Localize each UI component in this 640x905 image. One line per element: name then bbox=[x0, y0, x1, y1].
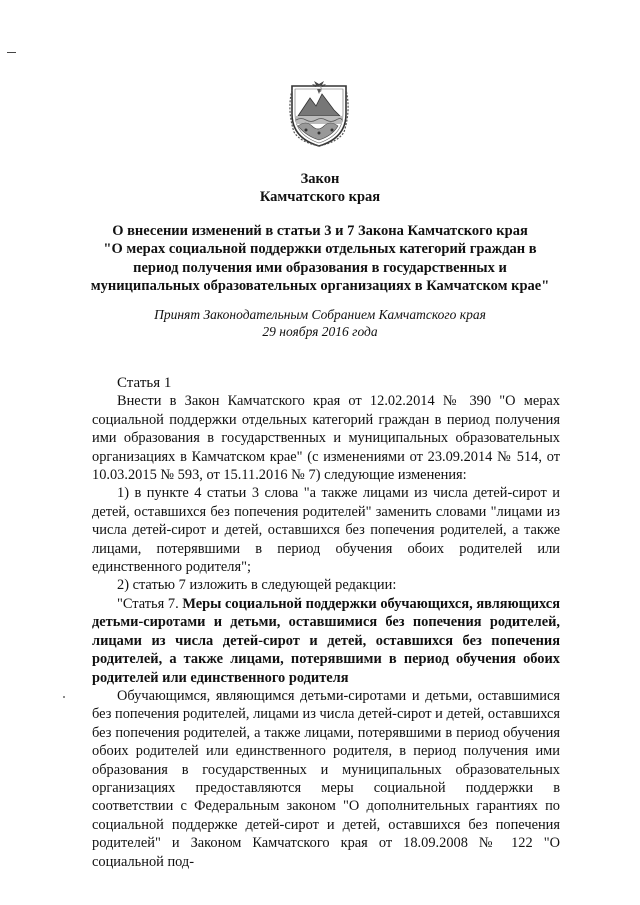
document-title bbox=[80, 170, 560, 206]
adoption-date: 29 ноября 2016 года bbox=[262, 324, 378, 339]
article-item-2: 2) статью 7 изложить в следующей редакции: bbox=[117, 577, 397, 594]
title-law: Закон bbox=[300, 171, 340, 187]
quote-prefix: "Статья 7. bbox=[117, 595, 183, 612]
subject-line: муниципальных образовательных организациях в Камчатском крае" bbox=[90, 278, 550, 295]
quote-title: Меры социальной поддержки обучающихся, являющихся детьми-сиротами и детьми, оставшимися без попечения родителей, лицами из числа детей-сирот и детей, оставшихся без попечения родителей, а также лицами, потерявшими в период обучения обоих родителей или единственного родителя bbox=[92, 595, 560, 686]
article-heading: Статья 1 bbox=[117, 375, 172, 391]
coat-of-arms-emblem bbox=[286, 80, 352, 148]
scan-mark bbox=[63, 696, 65, 698]
adoption-note bbox=[100, 306, 540, 340]
article-intro: Внести в Закон Камчатского края от 12.02.2014 № 390 "О мерах социальной поддержки отдельных категорий граждан в период получения ими образования в государственных и муниципальных образовательных организациях в Камчатском крае" (с изменениями от 23.09.2014 № 514, от 10.03.2015 № 593, от 15.11.2016 № 7) следующие изменения: bbox=[92, 393, 560, 484]
subject-line: период получения ими образования в государственных и bbox=[133, 259, 507, 276]
article-item-1: 1) в пункте 4 статьи 3 слова "а также лицами из числа детей-сирот и детей, оставшихся без попечения родителей" заменить словами "лицами из числа детей-сирот и детей, оставшихся без попечения родителей, а также лицами, потерявшими в период обучения обоих родителей или единственного родителя"; bbox=[92, 485, 560, 576]
article-paragraph: Обучающимся, являющимся детьми-сиротами и детьми, оставшимися без попечения родителей, лицами из числа детей-сирот и детей, оставшихся без попечения родителей, а также лицами, потерявшими в период обучения обоих родителей или единственного родителя, в период получения ими образования в государственных и муниципальных образовательных организациях предоставляются меры социальной поддержки в соответствии с Федеральным законом "О дополнительных гарантиях по социальной поддержке детей-сирот и детей, оставшихся без попечения родителей" и Законом Камчатского края от 18.09.2008 № 122 "О социальной под- bbox=[92, 687, 560, 870]
scan-mark bbox=[7, 52, 16, 53]
quoted-article-title bbox=[92, 595, 560, 687]
law-subject bbox=[60, 222, 580, 296]
adoption-body: Принят Законодательным Собранием Камчатского края bbox=[154, 307, 486, 322]
subject-line: "О мерах социальной поддержки отдельных категорий граждан в bbox=[103, 241, 537, 258]
subject-line: О внесении изменений в статьи 3 и 7 Закона Камчатского края bbox=[112, 223, 528, 239]
title-region: Камчатского края bbox=[259, 189, 381, 205]
article-1 bbox=[92, 374, 560, 871]
